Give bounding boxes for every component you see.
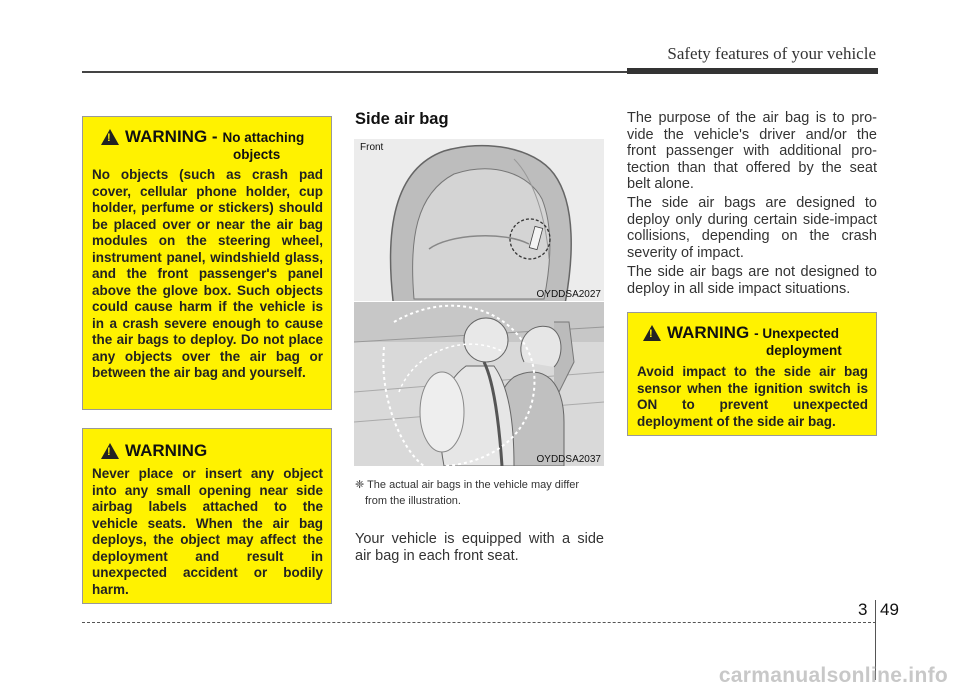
warning-body: Never place or insert any object into any small opening near side airbag labels attached to the vehicle seats. When the air bag deploys, the object may affect the deployment and result in unexpected accident or bodily harm. (92, 466, 323, 597)
footnote-text: The actual air bags in the vehicle may differ (367, 479, 580, 491)
warning-triangle-icon (643, 325, 661, 341)
warning-title: WARNING (667, 323, 750, 342)
footnote-text-cont: from the illustration. (365, 495, 461, 507)
footnote-symbol: ❈ (355, 479, 365, 491)
section-heading: Side air bag (355, 110, 449, 128)
airbag-deploy-drawing (354, 302, 604, 466)
footer-rule (82, 622, 876, 623)
warning-box-attaching-objects (82, 116, 332, 410)
chapter-number: 3 (858, 600, 868, 619)
watermark: carmanualsonline.info (718, 664, 948, 687)
warning-subtitle: No attaching (222, 130, 305, 145)
warning-body: Avoid impact to the side air bag sensor when the ignition switch is ON to prevent unexpected deployment of the side air bag. (637, 364, 868, 429)
header-rule-accent (627, 68, 878, 74)
section-body: Your vehicle is equipped with a side air bag in each front seat. (355, 531, 604, 564)
paragraph-purpose: The purpose of the air bag is to pro-vide the vehicle's driver and/or the front passenger with additional pro-tection than that offered by the seat belt alone. (627, 110, 877, 192)
warning-box-insert-objects (82, 428, 332, 604)
warning-subtitle-cont: objects (233, 147, 281, 162)
warning-box-unexpected-deployment (627, 312, 877, 436)
figure-footnote (355, 477, 605, 509)
warning-triangle-icon (101, 129, 119, 145)
page-number: 49 (880, 600, 899, 619)
warning-body: No objects (such as crash pad cover, cellular phone holder, cup holder, perfume or stickers) should be placed over or near the air bag modules on the steering wheel, instrument panel, windshield glass, and the front passenger's panel above the glove box. Such objects could cause harm if the vehicle is in a crash severe enough to cause the air bags to deploy. Do not place any objects over the air bag or between the air bag and yourself. (92, 167, 323, 380)
warning-title: WARNING (125, 441, 208, 460)
seat-front-illustration (354, 139, 604, 301)
paragraph-not-all: The side air bags are not designed to deploy in all side impact situations. (627, 264, 877, 297)
figure-code: OYDDSA2027 (536, 289, 601, 300)
warning-subtitle: - Unexpected (754, 326, 839, 341)
figure-label-front: Front (360, 142, 384, 153)
warning-triangle-icon (101, 443, 119, 459)
warning-title: WARNING - (125, 127, 218, 146)
running-header: Safety features of your vehicle (667, 44, 876, 63)
warning-subtitle-cont: deployment (766, 343, 842, 358)
figure-code: OYDDSA2037 (536, 454, 601, 465)
seat-drawing (354, 139, 604, 301)
paragraph-deploy: The side air bags are designed to deploy only during certain side-impact collisions, depending on the crash severity of impact. (627, 195, 877, 261)
side-airbag-illustration (354, 302, 604, 466)
